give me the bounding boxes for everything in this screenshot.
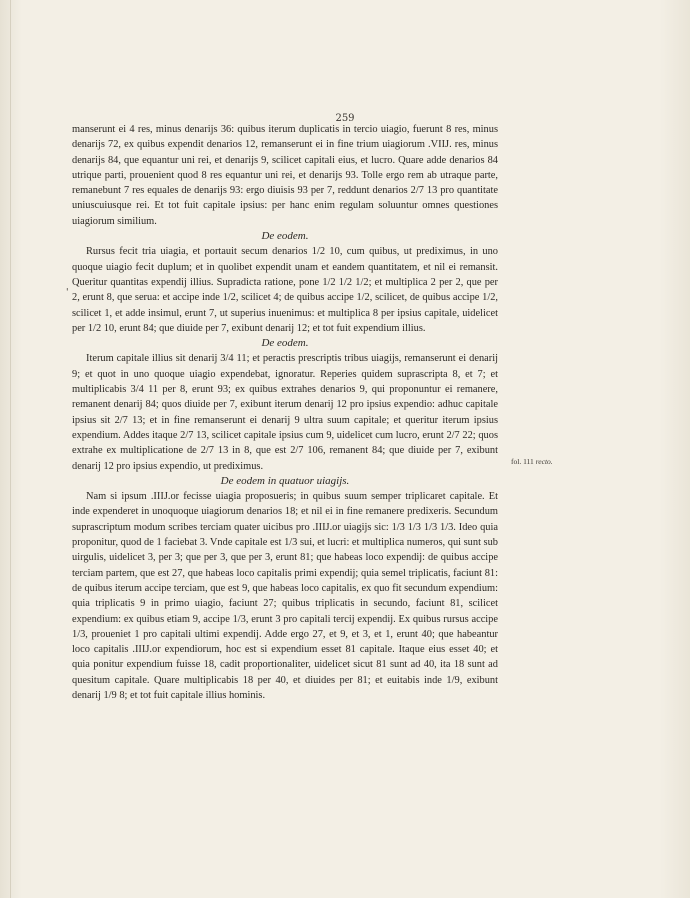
paragraph-3: Iterum capitale illius sit denarij 3/4 11; et peractis prescriptis tribus uiagijs, remanserunt ei denarij 9; et quot in uno quoque uiagio expendebat, ignoratur. Reperies quidem suprascripta 8, et 7; et multiplicabis 3/4 11 per 8, erunt 93; ex quibus extrahes denarios 9, qui proponuntur ei remanere, remanent denarij 84; quos diuide per 7, exibunt iterum denarij 12 pro ipsius expendio: adhuc capitale ipsius sit 2/7 13; et in fine remanserunt ei denarij 9 ultra suum capitale; et queritur iterum ipsius expendium. Addes itaque 2/7 13, scilicet capitale ipsius cum 9, uidelicet cum lucro, erunt 2/7 22; quos extrahe ex multiplicatione de 2/7 13 in 8, que est 2/7 106, remanent 84; que diuide per 7, exibunt denarij 12 pro ipsius expendio, ut prediximus. <box>72 353 498 472</box>
paragraph-1: manserunt ei 4 res, minus denarijs 36: quibus iterum duplicatis in tercio uiagio, fuerunt 8 res, minus denarijs 72, ex quibus expendit denarios 12, remanserunt ei in fine trium uiagiorum .VIIJ. res, minus denarijs 84, que equantur uni rei, et denarijs 9, scilicet capitali eius, et lucro. Quare adde denarios 84 utrique parti, prouenient quod 8 res equantur uni rei, et denarijs 93. Tolle ergo rem ab utraque parte, remanebunt 7 res equales de denarijs 93: ergo diuisis 93 per 7, reddunt denarios 2/7 13 pro quantitate uniuscuiusque rei. Et tot fuit capitale ipsius: per hanc enim regulam soluuntur omnes questiones uiagiorum similium. <box>72 124 498 227</box>
heading-de-eodem-1: De eodem. <box>261 230 309 243</box>
margin-tick-mark: ' <box>66 288 69 298</box>
folio-side: recto. <box>535 457 553 466</box>
page-spine-edge <box>10 0 11 898</box>
folio-label: fol. 111 <box>511 457 534 466</box>
paragraph-2: Rursus fecit tria uiagia, et portauit secum denarios 1/2 10, cum quibus, ut prediximus, in uno quoque uiagio fecit duplum; et in quolibet expendit unam et eandem quantitatem, et nil ei remansit. Queritur quantitas expendij illius. Supradicta ratione, pone 1/2 1/2 1/2; et multiplica 2 per 2, que per 2, erunt 8, que serua: et accipe inde 1/2, scilicet 4; de quibus accipe 1/2, scilicet, de quibus accipe 1/2, scilicet 1, et adde insimul, erunt 7, ut superius inuenimus: et multiplica 8 per ipsius capitale, uidelicet per 1/2 10, erunt 84; que diuide per 7, exibunt denarij 12; et tot fuit expendium illius. <box>72 246 498 334</box>
heading-de-eodem-2: De eodem. <box>261 337 309 350</box>
heading-quatuor-uiagijs: De eodem in quatuor uiagijs. <box>220 474 350 487</box>
page-number: 259 <box>335 113 355 124</box>
paragraph-4: Nam si ipsum .IIIJ.or fecisse uiagia proposueris; in quibus suum semper triplicaret capitale. Et inde expenderet in unoquoque uiagiorum denarios 18; et nil ei in fine remanere predixeris. Secundum suprascriptum modum scribes terciam quater uicibus pro .IIIJ.or uiagijs sic: 1/3 1/3 1/3 1/3. Ideo quia proponitur, quod de 1 faciebat 3. Vnde capitale est 1/3 sui, et lucri: et multiplica numeros, qui sunt sub uirgulis, uidelicet 3, per 3; que per 3, que per 3, erunt 81; que habeas loco expendij: de quibus accipe terciam partem, que est 27, que habeas loco capitalis primi expendij; quia semel triplicatis, faciunt 81: de quibus iterum accipe terciam, que est 9, que habeas loco capitalis, ex quo fit secundum expendium: quia triplicatis 9 in primo uiagio, faciunt 27; quibus triplicatis in secundo, faciunt 81, scilicet expendium: ex quibus etiam 9, accipe 1/3, erunt 3 pro capitali tercij expendij. Ex quibus rursus accipe 1/3, proueniet 1 pro capitali ultimi expendij. Adde ergo 27, et 9, et 3, et 1, erunt 40; que habeantur loco capitalis .IIIJ.or expendiorum, hoc est si expendium esset 81 capitale. Itaque eius esset 40; et quia ponitur expendium fuisse 18, cadit proportionaliter, uidelicet sicut 81 sunt ad 40, ita 18 sunt ad quesitum capitale. Quare multiplicabis 18 per 40, et diuides per 81; et euitabis inde 1/9, exibunt denarij 1/9 8; et tot fuit capitale illius hominis. <box>72 491 498 701</box>
body-text <box>72 122 498 703</box>
folio-margin-note <box>511 457 553 466</box>
